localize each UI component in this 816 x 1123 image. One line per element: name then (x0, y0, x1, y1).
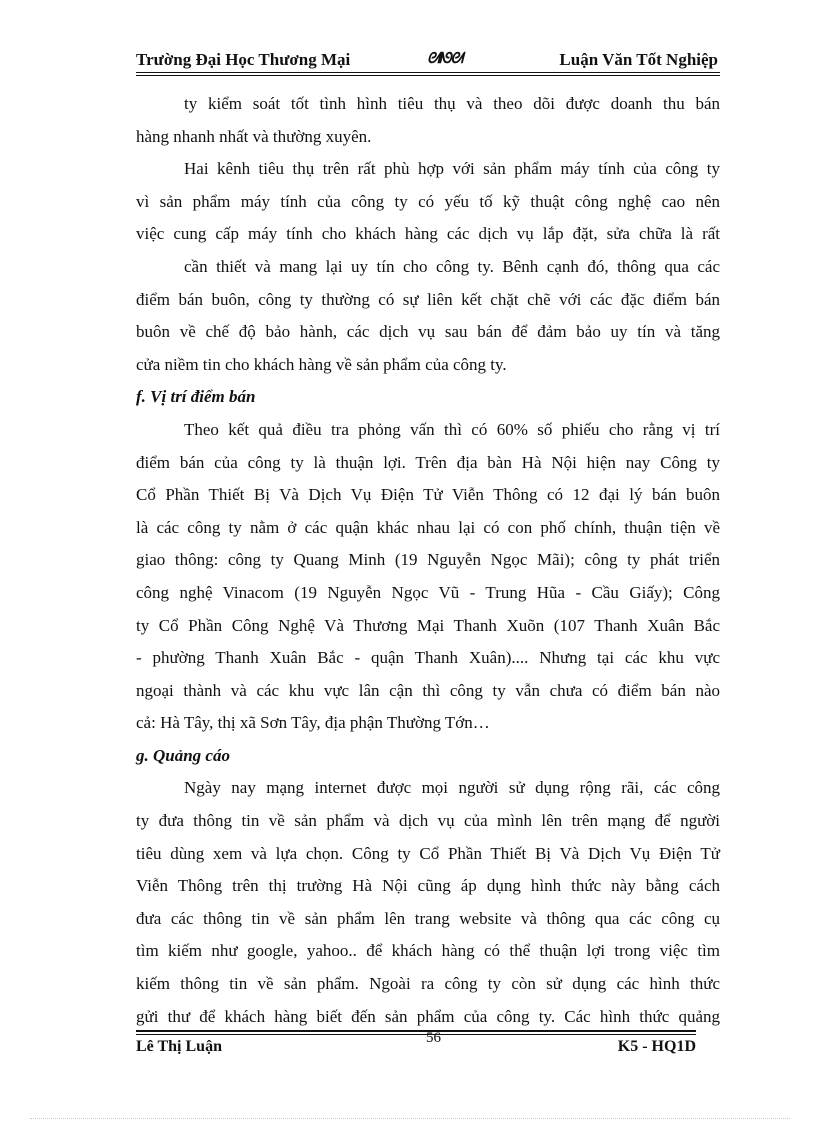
text-line: gửi thư để khách hàng biết đến sản phẩm của công ty. Các hình thức quảng (136, 1006, 720, 1026)
paragraph-4 (136, 414, 720, 740)
text-line: là các công ty nằm ở các quận khác nhau lại có con phố chính, thuận tiện về (136, 517, 720, 537)
page-body (136, 88, 720, 1033)
footer-rule (136, 1030, 696, 1032)
text-line: Hai kênh tiêu thụ trên rất phù hợp với sản phẩm máy tính của công ty (184, 159, 720, 179)
page-header (136, 48, 718, 72)
text-line: Viễn Thông trên thị trường Hà Nội cũng áp dụng hình thức này bằng cách (136, 876, 720, 896)
text-line: vì sản phẩm máy tính của công ty có yếu tố kỹ thuật công nghệ cao nên (136, 191, 720, 211)
page-edge-divider (30, 1118, 790, 1119)
text-line: kiếm thông tin về sản phẩm. Ngoài ra công ty còn sử dụng các hình thức (136, 974, 720, 994)
paragraph-3 (136, 251, 720, 381)
footer-rule-thin (136, 1034, 696, 1035)
text-line: tìm kiếm như google, yahoo.. để khách hàng có thể thuận lợi trong việc tìm (136, 941, 720, 961)
paragraph-2 (136, 153, 720, 251)
page-footer (136, 1030, 696, 1060)
text-line: Cổ Phần Thiết Bị Và Dịch Vụ Điện Tử Viễn Thông có 12 đại lý bán buôn (136, 485, 720, 505)
header-rule-thin (136, 75, 720, 76)
text-line: ngoại thành và các khu vực lân cận thì công ty vẫn chưa có điểm bán nào (136, 680, 720, 700)
text-line: tiêu dùng xem và lựa chọn. Công ty Cổ Phần Thiết Bị Và Dịch Vụ Điện Tử (136, 843, 720, 863)
text-line: ty kiểm soát tốt tình hình tiêu thụ và theo dõi được doanh thu bán (184, 94, 720, 113)
text-line: việc cung cấp máy tính cho khách hàng các dịch vụ lắp đặt, sửa chữa là rất (136, 224, 720, 244)
text-line: điểm bán buôn, công ty thường có sự liên kết chặt chẽ với các đặc điểm bán (136, 289, 720, 309)
section-heading-f: f. Vị trí điểm bán (136, 387, 256, 407)
text-line: Ngày nay mạng internet được mọi người sử dụng rộng rãi, các công (184, 778, 720, 798)
paragraph-5 (136, 772, 720, 1033)
text-line: điểm bán của công ty là thuận lợi. Trên địa bàn Hà Nội hiện nay Công ty (136, 452, 720, 472)
text-line: đưa các thông tin về sản phẩm lên trang website và thông qua các công cụ (136, 908, 720, 928)
footer-class-code: K5 - HQ1D (617, 1038, 696, 1055)
text-line: công nghệ Vinacom (19 Nguyễn Ngọc Vũ - Trung Hũa - Cầu Giấy); Công (136, 582, 720, 602)
text-line: ty Cổ Phần Công Nghệ Và Thương Mại Thanh Xuõn (107 Thanh Xuân Bắc (136, 615, 720, 635)
paragraph-1 (136, 88, 720, 153)
text-line: ty đưa thông tin về sản phẩm và dịch vụ của mình lên trên mạng để người (136, 811, 720, 831)
text-line: cần thiết và mang lại uy tín cho công ty. Bênh cạnh đó, thông qua các (184, 256, 720, 276)
text-line: cửa niềm tin cho khách hàng về sản phẩm của công ty. (136, 354, 507, 374)
text-line: - phường Thanh Xuân Bắc - quận Thanh Xuân).... Nhưng tại các khu vực (136, 648, 720, 668)
text-line: giao thông: công ty Quang Minh (19 Nguyễn Ngọc Mãi); công ty phát triển (136, 550, 720, 570)
header-rule (136, 72, 720, 73)
footer-author: Lê Thị Luận (136, 1038, 222, 1055)
page-number: 56 (426, 1030, 441, 1046)
text-line: buôn về chế độ bảo hành, các dịch vụ sau bán để đảm bảo uy tín và tăng (136, 322, 720, 342)
section-heading-g: g. Quảng cáo (136, 745, 230, 765)
header-school-name: Trường Đại Học Thương Mại (136, 50, 351, 69)
text-line: cả: Hà Tây, thị xã Sơn Tây, địa phận Thường Tớn… (136, 713, 490, 733)
text-line: hàng nhanh nhất và thường xuyên. (136, 126, 372, 146)
text-line: Theo kết quả điều tra phỏng vấn thì có 60% số phiếu cho rằng vị trí (184, 419, 720, 439)
header-ornament: ᘛᘚᘛ (427, 51, 463, 67)
header-document-type: Luận Văn Tốt Nghiệp (559, 50, 718, 69)
